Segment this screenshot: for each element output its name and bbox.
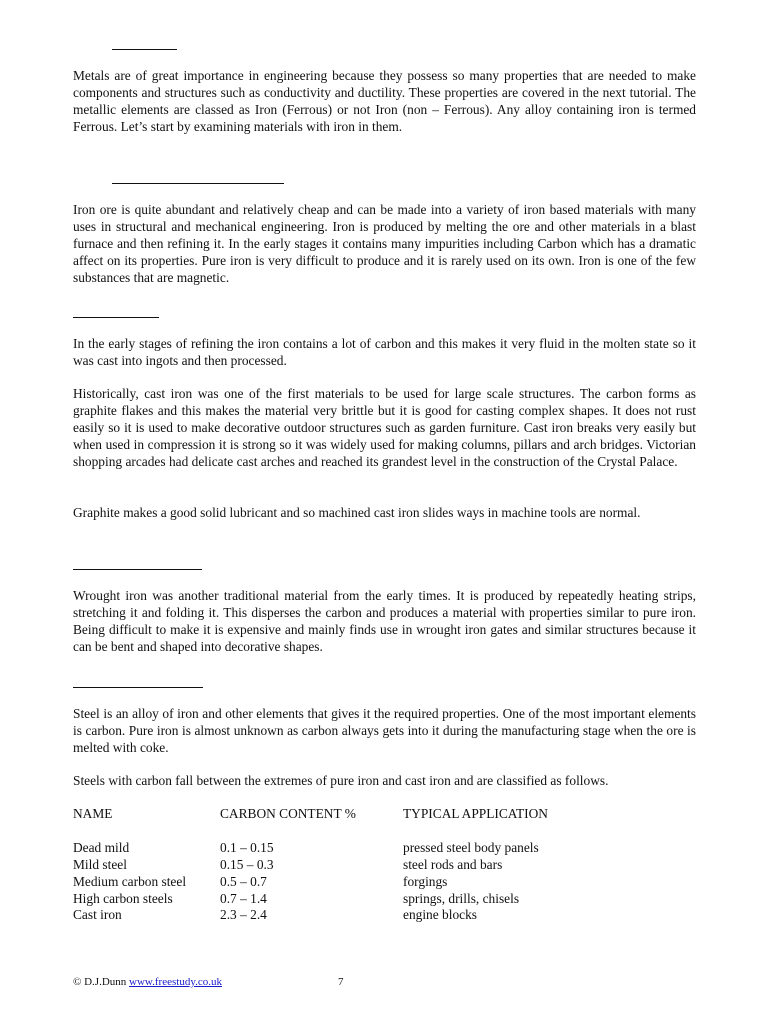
cell-carbon: 2.3 – 2.4: [220, 907, 267, 923]
cell-application: steel rods and bars: [403, 856, 503, 872]
cell-name: Dead mild: [73, 839, 130, 855]
header-carbon-content: CARBON CONTENT %: [220, 806, 356, 821]
heading-rule-1: [112, 49, 177, 50]
cell-name: Mild steel: [73, 856, 127, 872]
cell-name: Medium carbon steel: [73, 873, 187, 889]
paragraph-metals-intro: Metals are of great importance in engineering because they possess so many properties that are needed to make components and structures such as conductivity and ductility. These properties are covered in the next tutorial. The metallic elements are classed as Iron (Ferrous) or not Iron (non – Ferrous). Any alloy containing iron is termed Ferrous. Let’s start by examining materials with iron in them.: [73, 68, 696, 134]
heading-rule-2: [112, 183, 284, 184]
heading-rule-4: [73, 569, 202, 570]
cell-application: forgings: [403, 873, 448, 889]
paragraph-refining: In the early stages of refining the iron contains a lot of carbon and this makes it very fluid in the molten state so it was cast into ingots and then processed.: [73, 336, 696, 368]
cell-name: High carbon steels: [73, 890, 173, 906]
page-number: 7: [338, 976, 344, 988]
footer-copyright: © D.J.Dunn: [73, 976, 130, 988]
paragraph-cast-iron-history: Historically, cast iron was one of the first materials to be used for large scale structures. The carbon forms as graphite flakes and this makes the material very brittle but it is good for casting complex shapes. It does not rust easily so it is used to make decorative outdoor structures such as garden furniture. Cast iron breaks very easily but when used in compression it is strong so it was widely used for making columns, pillars and arch bridges. Victorian shopping arcades had delicate cast arches and reached its grandest level in the construction of the Crystal Palace.: [73, 386, 696, 469]
paragraph-steel: Steel is an alloy of iron and other elements that gives it the required properties. One of the most important elements is carbon. Pure iron is almost unknown as carbon always gets into it during the manufacturing stage when the ore is melted with coke.: [73, 706, 696, 755]
footer-website-link[interactable]: www.freestudy.co.uk: [129, 976, 222, 988]
header-name: NAME: [73, 806, 113, 821]
cell-name: Cast iron: [73, 907, 122, 923]
heading-rule-5: [73, 687, 203, 688]
paragraph-iron: Iron ore is quite abundant and relatively cheap and can be made into a variety of iron based materials with many uses in structural and mechanical engineering. Iron is produced by melting the ore and other materials in a blast furnace and then refining it. In the early stages it contains many impurities including Carbon which has a dramatic affect on its properties. Pure iron is very difficult to produce and it is rarely used on its own. Iron is one of the few substances that are magnetic.: [73, 202, 696, 285]
cell-carbon: 0.1 – 0.15: [220, 839, 274, 855]
paragraph-wrought-iron: Wrought iron was another traditional material from the early times. It is produced by repeatedly heating strips, stretching it and folding it. This disperses the carbon and produces a material with properties similar to pure iron. Being difficult to make it is expensive and mainly finds use in wrought iron gates and similar structures because it can be bent and shaped into decorative shapes.: [73, 588, 696, 654]
cell-carbon: 0.7 – 1.4: [220, 890, 267, 906]
cell-carbon: 0.5 – 0.7: [220, 873, 267, 889]
paragraph-graphite: Graphite makes a good solid lubricant and so machined cast iron slides ways in machine tools are normal.: [73, 505, 641, 520]
footer: [73, 975, 673, 989]
paragraph-steel-classification: Steels with carbon fall between the extremes of pure iron and cast iron and are classified as follows.: [73, 773, 609, 788]
header-typical-application: TYPICAL APPLICATION: [403, 806, 548, 821]
heading-rule-3: [73, 317, 159, 318]
cell-application: springs, drills, chisels: [403, 890, 520, 906]
cell-application: engine blocks: [403, 907, 478, 923]
cell-application: pressed steel body panels: [403, 839, 539, 855]
cell-carbon: 0.15 – 0.3: [220, 856, 274, 872]
